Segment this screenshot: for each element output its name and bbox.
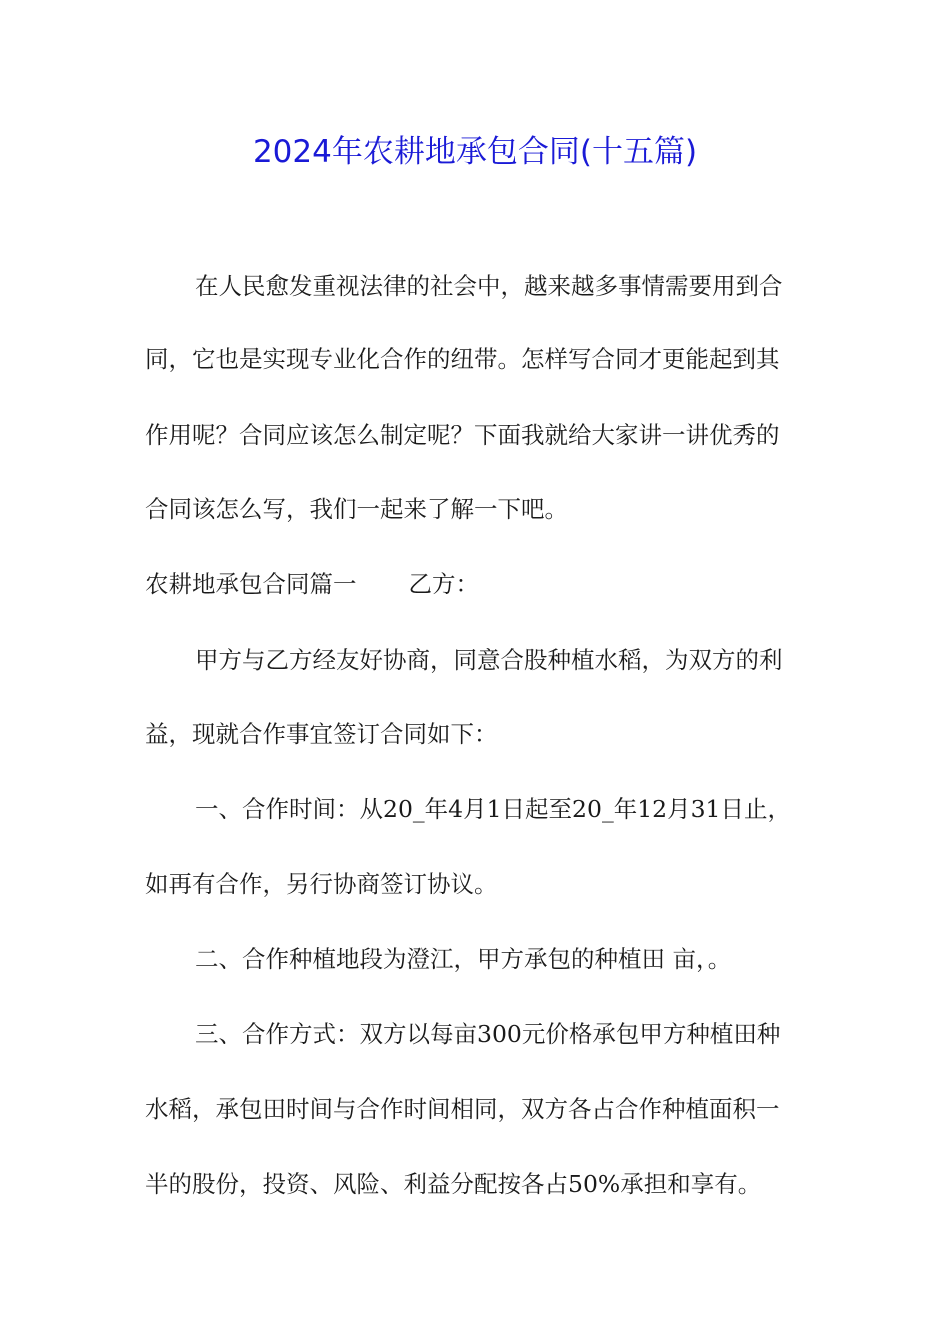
section-heading: 农耕地承包合同篇一	[145, 570, 357, 598]
party-b-label: 乙方：	[408, 570, 479, 598]
intro-line-1: 在人民愈发重视法律的社会中，越来越多事情需要用到合	[195, 272, 783, 300]
clause3-line-2: 水稻，承包田时间与合作时间相同，双方各占合作种植面积一	[145, 1095, 780, 1123]
clause1-line-2: 如再有合作，另行协商签订协议。	[145, 870, 498, 898]
para1-line-2: 益，现就合作事宜签订合同如下：	[145, 720, 498, 748]
intro-line-3: 作用呢？合同应该怎么制定呢？下面我就给大家讲一讲优秀的	[145, 421, 780, 449]
section-heading-line	[145, 566, 825, 602]
clause2-line-1: 二、合作种植地段为澄江，甲方承包的种植田 亩，。	[195, 945, 732, 973]
document-title: 2024年农耕地承包合同(十五篇)	[252, 134, 698, 170]
intro-line-4: 合同该怎么写，我们一起来了解一下吧。	[145, 495, 568, 523]
intro-line-2: 同，它也是实现专业化合作的纽带。怎样写合同才更能起到其	[145, 345, 780, 373]
para1-line-1: 甲方与乙方经友好协商，同意合股种植水稻，为双方的利	[195, 646, 783, 674]
clause3-line-1: 三、合作方式：双方以每亩300元价格承包甲方种植田种	[195, 1020, 781, 1048]
clause3-line-3: 半的股份，投资、风险、利益分配按各占50%承担和享有。	[145, 1170, 762, 1198]
clause1-line-1: 一、合作时间：从20_年4月1日起至20_年12月31日止，	[195, 795, 792, 823]
